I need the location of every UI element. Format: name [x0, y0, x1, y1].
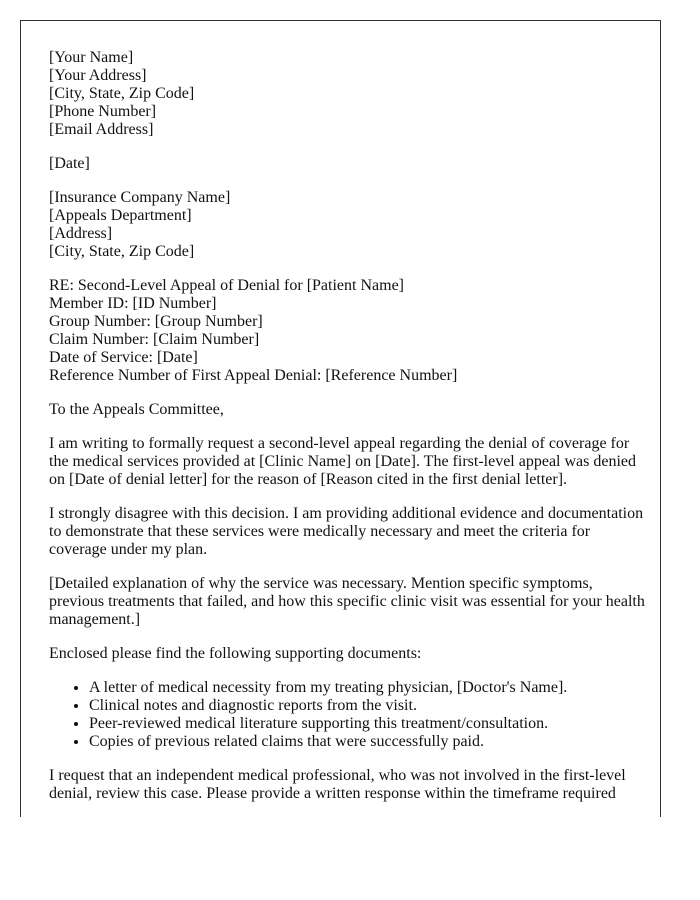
recipient-city: [City, State, Zip Code]: [49, 243, 195, 260]
date-of-service: Date of Service: [Date]: [49, 349, 198, 366]
letter-page: [20, 20, 661, 817]
recipient-block: [49, 189, 651, 261]
list-item: • Clinical notes and diagnostic reports from the visit.: [89, 697, 651, 715]
list-item: • Copies of previous related claims that were successfully paid.: [89, 733, 651, 751]
sender-address: [Your Address]: [49, 67, 147, 84]
sender-phone: [Phone Number]: [49, 103, 157, 120]
member-id: Member ID: [ID Number]: [49, 295, 217, 312]
documents-list: [49, 679, 651, 751]
sender-name: [Your Name]: [49, 49, 134, 66]
first-appeal-reference: Reference Number of First Appeal Denial: [Reference Number]: [49, 367, 458, 384]
body-paragraph: [Detailed explanation of why the service was necessary. Mention specific symptoms, previous treatments that failed, and how this specific clinic visit was essential for your health management.]: [49, 575, 645, 628]
letter-date: [Date]: [49, 155, 90, 172]
sender-email: [Email Address]: [49, 121, 154, 138]
list-item: • Peer-reviewed medical literature supporting this treatment/consultation.: [89, 715, 651, 733]
list-item: • A letter of medical necessity from my treating physician, [Doctor's Name].: [89, 679, 651, 697]
body-paragraph: I am writing to formally request a second-level appeal regarding the denial of coverage for the medical services provided at [Clinic Name] on [Date]. The first-level appeal was denied on [Date of denial letter] for the reason of [Reason cited in the first denial letter].: [49, 435, 637, 488]
subject-line: RE: Second-Level Appeal of Denial for [Patient Name]: [49, 277, 404, 294]
recipient-department: [Appeals Department]: [49, 207, 192, 224]
letter-content: [49, 49, 651, 817]
body-paragraph: I request that an independent medical professional, who was not involved in the first-level denial, review this case. Please provide a written response within the timeframe required: [49, 767, 626, 802]
claim-number: Claim Number: [Claim Number]: [49, 331, 260, 348]
recipient-address: [Address]: [49, 225, 113, 242]
sender-city: [City, State, Zip Code]: [49, 85, 195, 102]
body-paragraph: Enclosed please find the following supporting documents:: [49, 645, 422, 662]
salutation: To the Appeals Committee,: [49, 401, 224, 418]
reference-block: [49, 277, 651, 385]
recipient-company: [Insurance Company Name]: [49, 189, 231, 206]
group-number: Group Number: [Group Number]: [49, 313, 263, 330]
body-paragraph: I strongly disagree with this decision. I am providing additional evidence and documentation to demonstrate that these services were medically necessary and meet the criteria for coverage under my plan.: [49, 505, 644, 558]
sender-block: [49, 49, 651, 139]
